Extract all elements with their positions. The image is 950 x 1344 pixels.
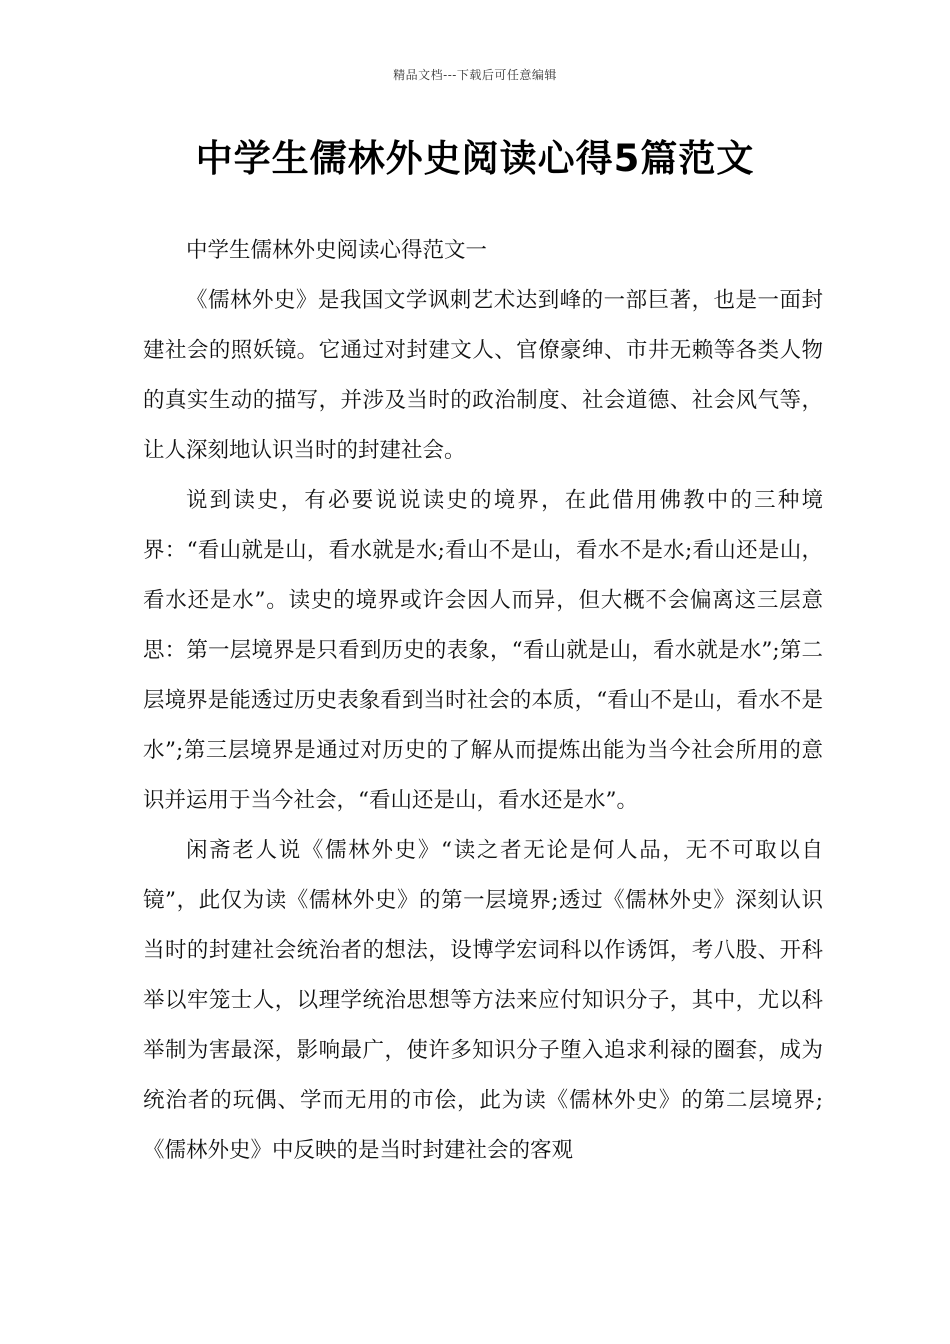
header-note: 精品文档---下载后可任意编辑: [393, 68, 557, 82]
document-title: 中学生儒林外史阅读心得5篇范文: [195, 137, 755, 180]
body-paragraph: 闲斋老人说《儒林外史》“读之者无论是何人品，无不可取以自镜”，此仅为读《儒林外史》的第一层境界;透过《儒林外史》深刻认识当时的封建社会统治者的想法，设博学宏词科以作诱饵，考八股、开科举以牢笼士人，以理学统治思想等方法来应付知识分子，其中，尤以科举制为害最深，影响最广，使许多知识分子堕入追求利禄的圈套，成为统治者的玩偶、学而无用的市侩，此为读《儒林外史》的第二层境界;《儒林外史》中反映的是当时封建社会的客观: [143, 838, 823, 1163]
body-paragraph: 《儒林外史》是我国文学讽刺艺术达到峰的一部巨著，也是一面封建社会的照妖镜。它通过对封建文人、官僚豪绅、市井无赖等各类人物的真实生动的描写，并涉及当时的政治制度、社会道德、社会风气等，让人深刻地认识当时的封建社会。: [143, 288, 823, 463]
document-body: [143, 226, 823, 1176]
body-paragraph: 说到读史，有必要说说读史的境界，在此借用佛教中的三种境界：“看山就是山，看水就是水;看山不是山，看水不是水;看山还是山，看水还是水”。读史的境界或许会因人而异，但大概不会偏离这三层意思：第一层境界是只看到历史的表象，“看山就是山，看水就是水”;第二层境界是能透过历史表象看到当时社会的本质，“看山不是山，看水不是水”;第三层境界是通过对历史的了解从而提炼出能为当今社会所用的意识并运用于当今社会，“看山还是山，看水还是水”。: [143, 488, 823, 813]
section-heading: 中学生儒林外史阅读心得范文一: [186, 238, 488, 263]
